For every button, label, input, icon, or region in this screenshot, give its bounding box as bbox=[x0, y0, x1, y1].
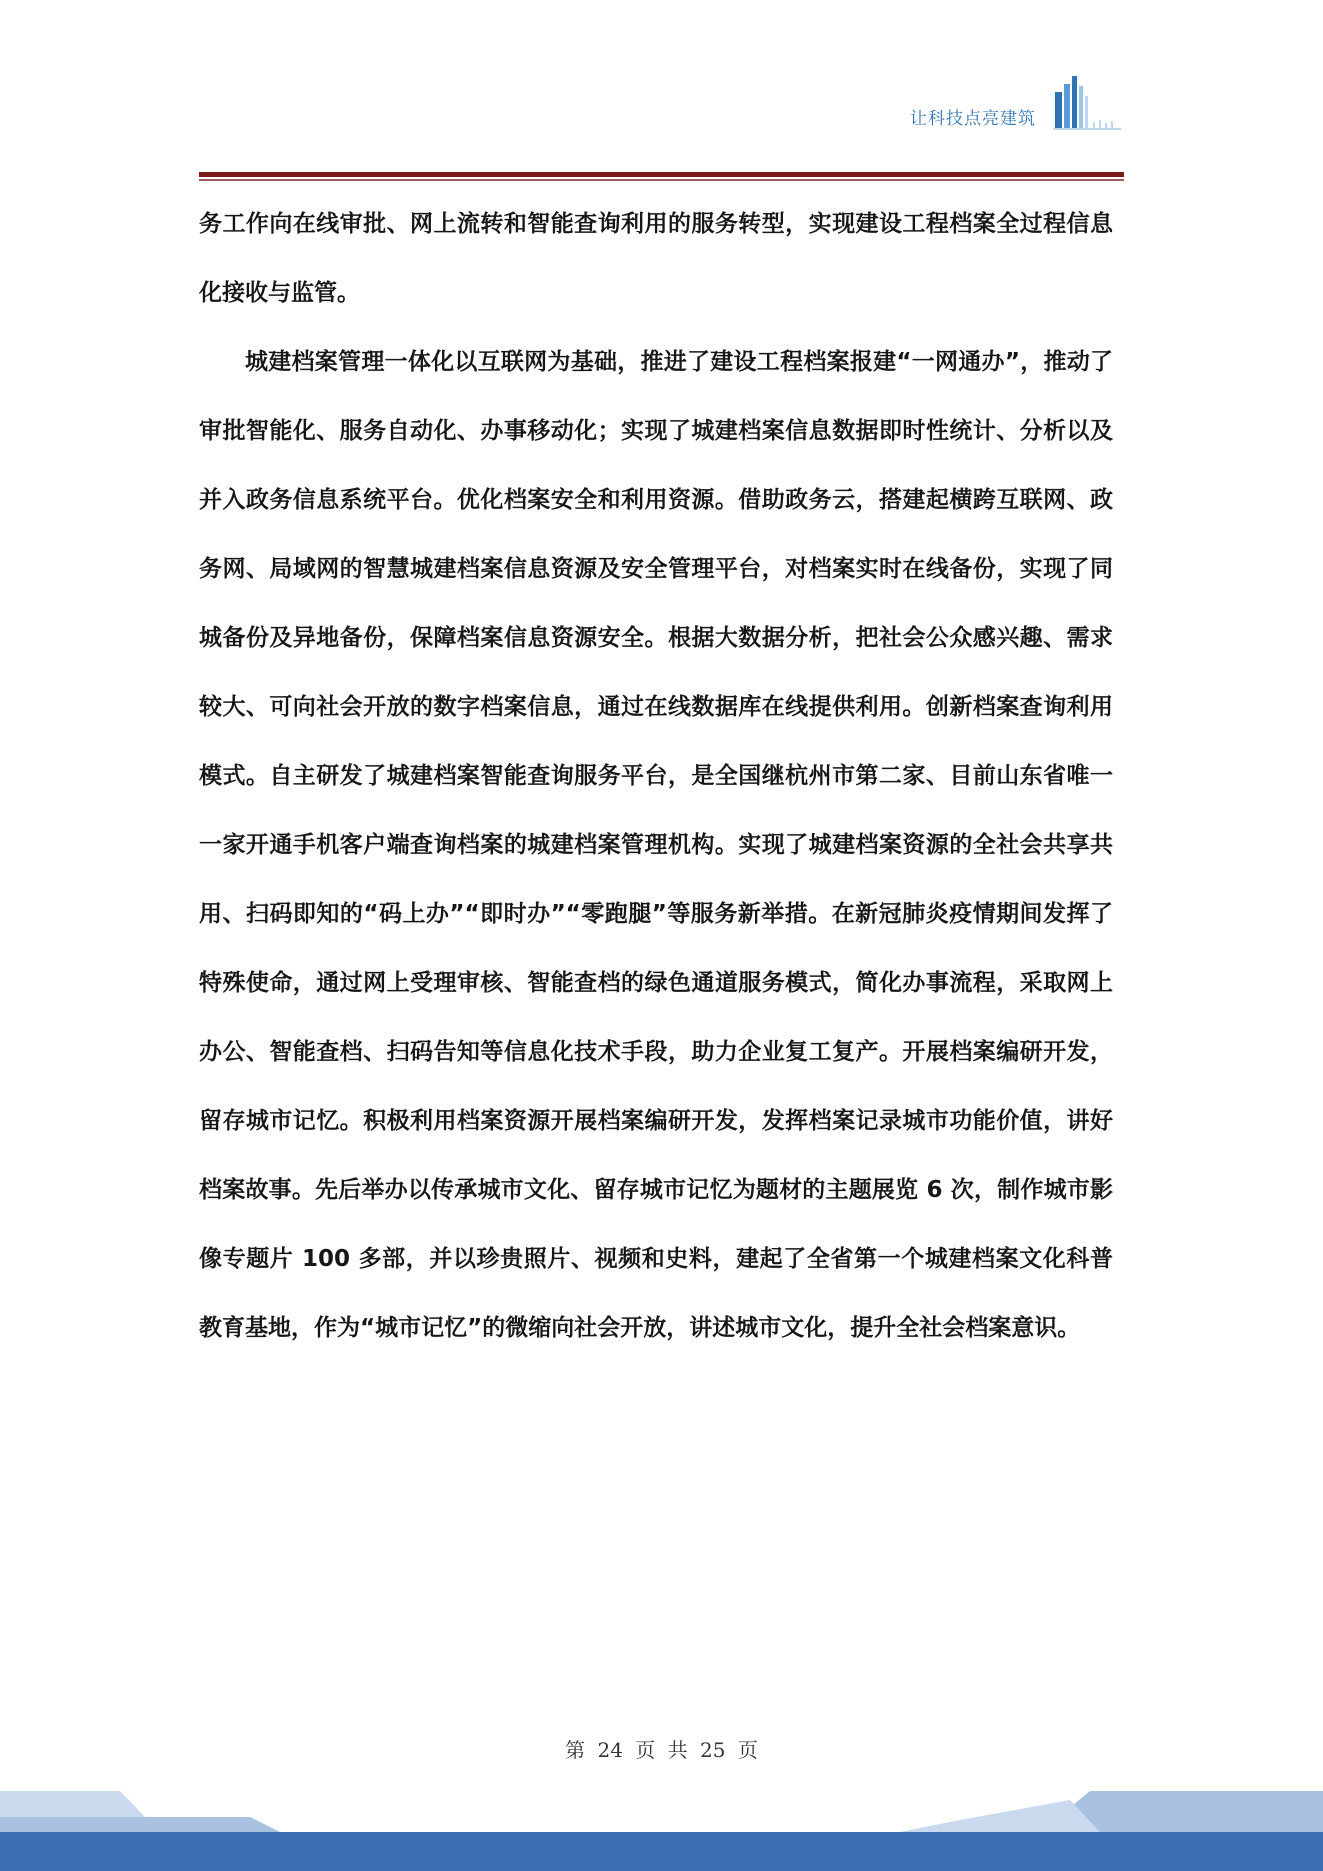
brand-slogan: 让科技点亮建筑 bbox=[910, 109, 1036, 129]
document-body bbox=[199, 190, 1113, 1363]
footer-band bbox=[0, 1780, 1323, 1871]
header-rule bbox=[199, 172, 1124, 184]
paragraph-continued: 务工作向在线审批、网上流转和智能查询利用的服务转型，实现建设工程档案全过程信息化接收与监管。 bbox=[199, 211, 1113, 306]
page-number: 第 24 页 共 25 页 bbox=[565, 1738, 758, 1762]
paragraph-main: 城建档案管理一体化以互联网为基础，推进了建设工程档案报建“一网通办”，推动了审批智能化、服务自动化、办事移动化；实现了城建档案信息数据即时性统计、分析以及并入政务信息系统平台。优化档案安全和利用资源。借助政务云，搭建起横跨互联网、政务网、局域网的智慧城建档案信息资源及安全管理平台，对档案实时在线备份，实现了同城备份及异地备份，保障档案信息资源安全。根据大数据分析，把社会公众感兴趣、需求较大、可向社会开放的数字档案信息，通过在线数据库在线提供利用。创新档案查询利用模式。自主研发了城建档案智能查询服务平台，是全国继杭州市第二家、目前山东省唯一一家开通手机客户端查询档案的城建档案管理机构。实现了城建档案资源的全社会共享共用、扫码即知的“码上办”“即时办”“零跑腿”等服务新举措。在新冠肺炎疫情期间发挥了特殊使命，通过网上受理审核、智能查档的绿色通道服务模式，简化办事流程，采取网上办公、智能查档、扫码告知等信息化技术手段，助力企业复工复产。开展档案编研开发，留存城市记忆。积极利用档案资源开展档案编研开发，发挥档案记录城市功能价值，讲好档案故事。先后举办以传承城市文化、留存城市记忆为题材的主题展览 6 次，制作城市影像专题片 100 多部，并以珍贵照片、视频和史料，建起了全省第一个城建档案文化科普教育基地，作为“城市记忆”的微缩向社会开放，讲述城市文化，提升全社会档案意识。 bbox=[199, 349, 1113, 1341]
header-brand bbox=[905, 76, 1121, 132]
building-logo-icon bbox=[1053, 76, 1121, 132]
